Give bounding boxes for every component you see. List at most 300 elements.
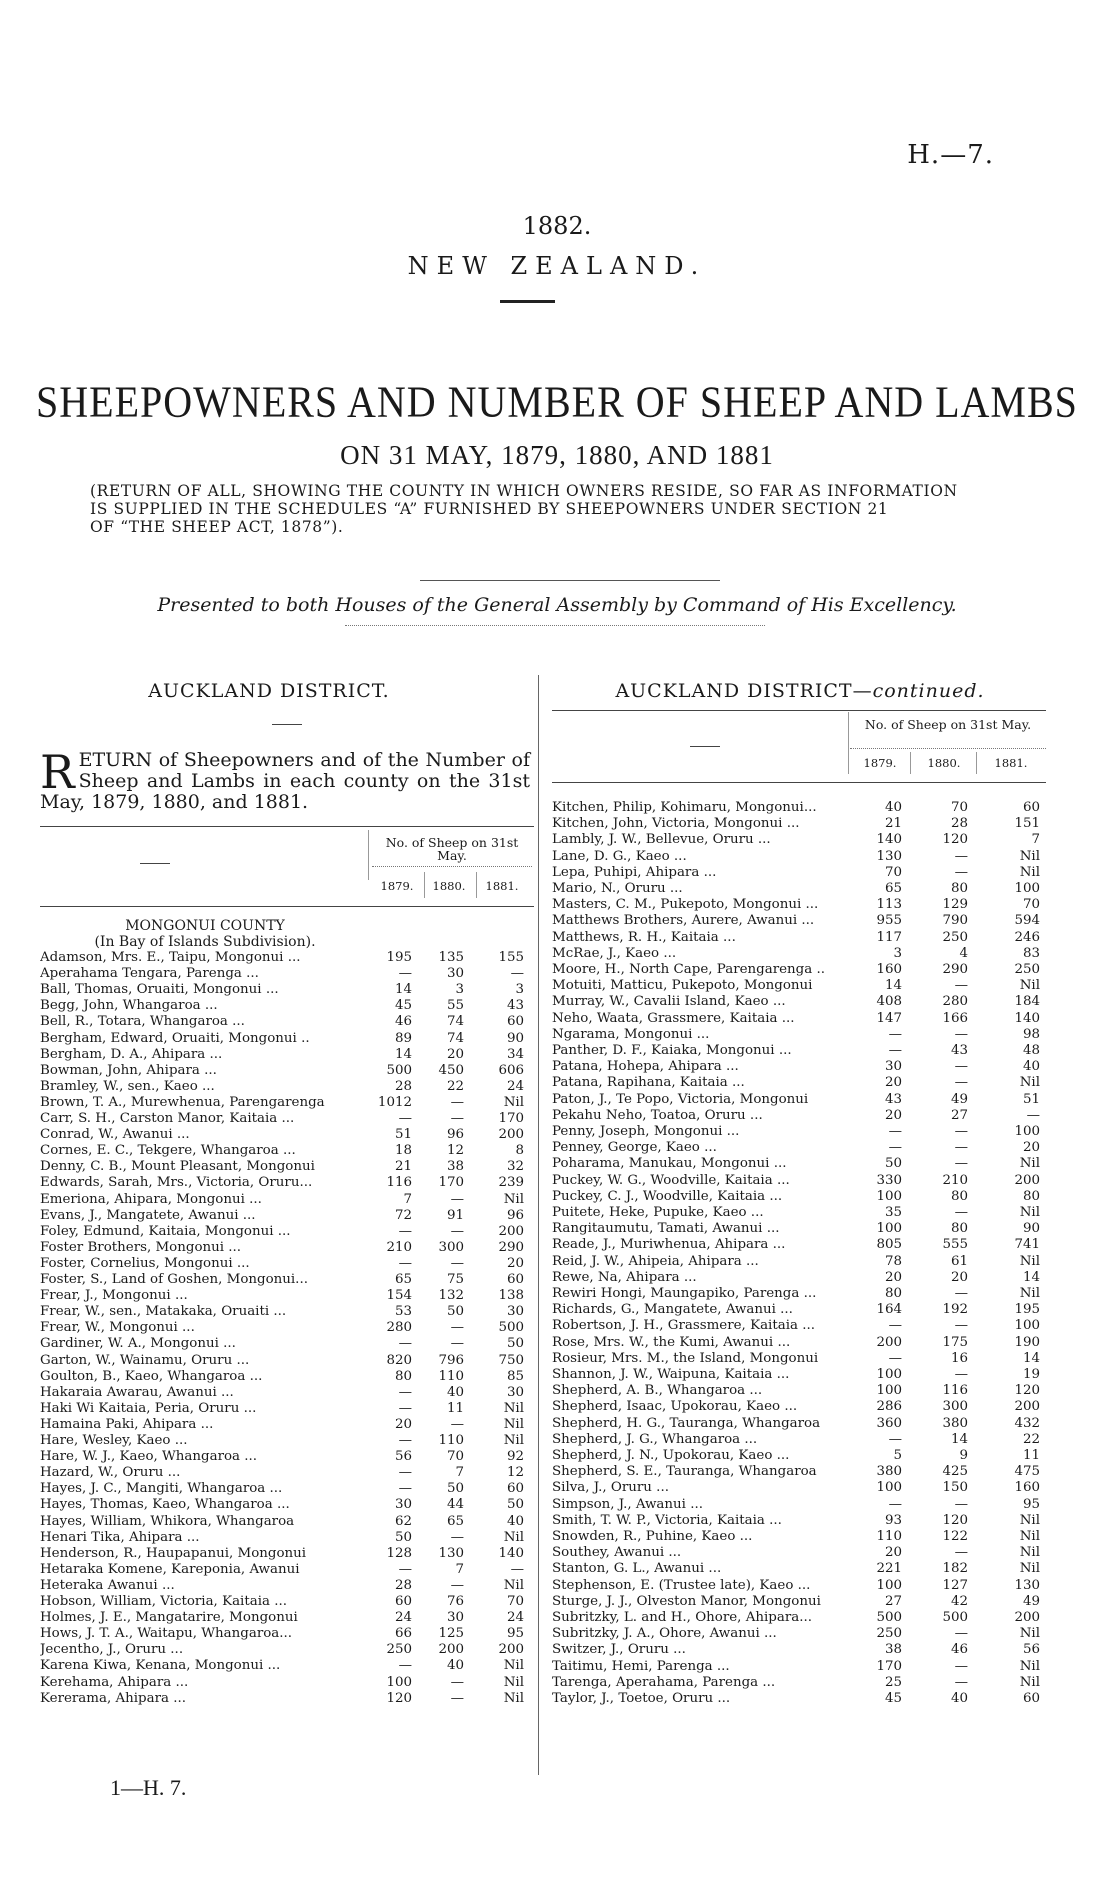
owner-name: Shepherd, A. B., Whangaroa ... (552, 1383, 763, 1399)
sheep-1879-cell: 72 (394, 1207, 412, 1223)
sheep-1879-cell: 20 (884, 1075, 902, 1091)
table-row (552, 865, 1046, 881)
sheep-1880-cell: — (450, 1674, 464, 1690)
owner-name: Taylor, J., Toetoe, Oruru ... (552, 1691, 731, 1706)
sheep-1879-cell: 93 (884, 1512, 902, 1528)
header-column-rule (848, 712, 849, 774)
sheep-1880-cell: 110 (438, 1368, 464, 1384)
table-row (40, 1610, 534, 1626)
sheep-1879-cell: — (888, 1026, 902, 1042)
sheep-1880-cell: 120 (942, 832, 968, 848)
sheep-1880-cell: — (450, 1690, 464, 1706)
sheep-1881-cell: 85 (506, 1368, 524, 1384)
sheep-1881-cell: 56 (1022, 1642, 1040, 1658)
owner-name: Puckey, W. G., Woodville, Kaitaia ... (552, 1172, 790, 1188)
table-row (40, 1353, 534, 1369)
sheep-1881-cell: Nil (1019, 1253, 1040, 1269)
owner-name: Paton, J., Te Popo, Victoria, Mongonui (552, 1091, 809, 1107)
sheep-1879-cell: 221 (876, 1561, 902, 1577)
owner-name: Begg, John, Whangaroa ... (40, 998, 218, 1014)
table-row (40, 1095, 534, 1111)
sheep-1879-cell: 147 (876, 1010, 902, 1026)
sheep-1881-cell: 83 (1022, 945, 1040, 961)
table-row (552, 1270, 1046, 1286)
table-row (40, 1642, 534, 1658)
sheep-1881-cell: 95 (506, 1626, 524, 1642)
sheep-1880-cell: 65 (446, 1513, 464, 1529)
return-description-line: OF “THE SHEEP ACT, 1878”). (90, 518, 344, 536)
table-row (40, 1449, 534, 1465)
sheep-1881-cell: 95 (1022, 1496, 1040, 1512)
owner-name: Smith, T. W. P., Victoria, Kaitaia ... (552, 1512, 782, 1528)
owner-name: Matthews Brothers, Aurere, Awanui ... (552, 913, 815, 929)
owner-name: Garton, W., Wainamu, Oruru ... (40, 1352, 250, 1368)
left-year-1879: 1879. (380, 879, 414, 893)
sheep-1881-cell: 138 (498, 1288, 524, 1304)
table-row (552, 1237, 1046, 1253)
table-row (552, 1108, 1046, 1124)
owner-name: Hazard, W., Oruru ... (40, 1465, 181, 1481)
sheep-1879-cell: — (398, 966, 412, 982)
table-row (552, 1302, 1046, 1318)
sheep-1880-cell: — (450, 1320, 464, 1336)
table-row (40, 982, 534, 998)
sheep-1879-cell: 27 (884, 1593, 902, 1609)
owner-name: Richards, G., Mangatete, Awanui ... (552, 1302, 793, 1318)
owner-name: Puitete, Heke, Pupuke, Kaeo ... (552, 1205, 764, 1220)
sheep-1880-cell: — (954, 1075, 968, 1091)
table-row (40, 1497, 534, 1513)
owner-name: Foster, S., Land of Goshen, Mongonui... (40, 1272, 308, 1287)
table-row (40, 1320, 534, 1336)
table-row (40, 1272, 534, 1288)
owner-name: Subritzky, L. and H., Ohore, Ahipara... (552, 1610, 812, 1625)
sheep-1879-cell: — (888, 1431, 902, 1447)
sheep-1881-cell: 50 (506, 1336, 524, 1352)
sheep-1880-cell: 27 (950, 1107, 968, 1123)
table-row (40, 1658, 534, 1674)
table-row (40, 1159, 534, 1175)
sheep-1880-cell: 130 (438, 1545, 464, 1561)
sheep-1881-cell: 51 (1022, 1091, 1040, 1107)
sheep-1881-cell: 12 (506, 1465, 524, 1481)
sheep-1881-cell: 140 (1014, 1010, 1040, 1026)
sheep-1879-cell: — (398, 1400, 412, 1416)
table-row (40, 1288, 534, 1304)
table-row (40, 1433, 534, 1449)
owner-name: Haki Wi Kaitaia, Peria, Oruru ... (40, 1400, 257, 1416)
table-row (40, 1014, 534, 1030)
table-row (552, 1140, 1046, 1156)
sheep-1881-cell: 155 (498, 950, 524, 965)
sheep-1879-cell: 805 (876, 1237, 902, 1253)
sheep-1881-cell: 60 (506, 1014, 524, 1030)
presented-line: Presented to both Houses of the General Assembly by Command of His Excellency. (157, 594, 957, 616)
sheep-1880-cell: — (450, 1191, 464, 1207)
heading-divider (500, 300, 555, 303)
divider-rule (345, 625, 765, 626)
sheep-1879-cell: 45 (394, 998, 412, 1014)
sheep-1880-cell: 22 (446, 1078, 464, 1094)
sheep-1880-cell: 28 (950, 816, 968, 832)
table-row (40, 1481, 534, 1497)
owner-name: Hayes, Thomas, Kaeo, Whangaroa ... (40, 1497, 290, 1513)
table-row (552, 1464, 1046, 1480)
owner-name: Puckey, C. J., Woodville, Kaitaia ... (552, 1188, 783, 1204)
table-row (40, 1143, 534, 1159)
sheep-1879-cell: 14 (394, 982, 412, 998)
sheep-1881-cell: 500 (498, 1320, 524, 1336)
sheep-1880-cell: — (954, 1124, 968, 1139)
table-row (40, 1031, 534, 1047)
sheep-1880-cell: 46 (950, 1642, 968, 1658)
owner-name: Mario, N., Oruru ... (552, 881, 683, 896)
owner-name: Bergham, D. A., Ahipara ... (40, 1046, 223, 1062)
right-district-label: AUCKLAND DISTRICT— (615, 680, 873, 702)
owner-name: Panther, D. F., Kaiaka, Mongonui ... (552, 1043, 792, 1058)
document-reference: H.—7. (907, 140, 994, 170)
owner-name: Denny, C. B., Mount Pleasant, Mongonui (40, 1159, 315, 1175)
table-row (40, 1111, 534, 1127)
sheep-1879-cell: 100 (876, 1188, 902, 1204)
owner-name: Patana, Hohepa, Ahipara ... (552, 1059, 739, 1075)
table-header-rule (40, 906, 534, 907)
sheep-1881-cell: 90 (506, 1030, 524, 1046)
owner-name: Penney, George, Kaeo ... (552, 1140, 717, 1156)
table-row (552, 1351, 1046, 1367)
owner-name: Frear, W., Mongonui ... (40, 1320, 195, 1336)
table-row (552, 1610, 1046, 1626)
owner-name: Hayes, William, Whikora, Whangaroa (40, 1513, 295, 1529)
table-row (40, 950, 534, 966)
sheep-1880-cell: — (954, 1205, 968, 1220)
owner-name: Masters, C. M., Pukepoto, Mongonui ... (552, 897, 819, 913)
return-description-line: IS SUPPLIED IN THE SCHEDULES “A” FURNISHED BY SHEEPOWNERS UNDER SECTION 21 (90, 500, 889, 518)
sheep-1880-cell: 42 (950, 1593, 968, 1609)
sheep-1881-cell: 475 (1014, 1464, 1040, 1480)
table-row (552, 1691, 1046, 1707)
sheep-1881-cell: 151 (1014, 816, 1040, 832)
sheep-1881-cell: Nil (1019, 1512, 1040, 1528)
sheep-1881-cell: 100 (1014, 1124, 1040, 1139)
sheep-1881-cell: Nil (503, 1416, 524, 1432)
sheep-1880-cell: — (954, 1674, 968, 1690)
sheep-1879-cell: 250 (876, 1626, 902, 1642)
sheep-1879-cell: 116 (386, 1175, 412, 1191)
table-row (40, 1256, 534, 1272)
table-row (552, 1448, 1046, 1464)
header-divider (372, 866, 532, 867)
table-row (40, 1208, 534, 1224)
left-dash (272, 724, 302, 725)
owner-name: Bell, R., Totara, Whangaroa ... (40, 1014, 245, 1030)
sheep-1880-cell: 175 (942, 1334, 968, 1350)
sheep-1879-cell: 110 (876, 1529, 902, 1544)
sheep-1880-cell: 80 (950, 881, 968, 896)
sheep-1881-cell: 24 (506, 1078, 524, 1094)
table-row (552, 1561, 1046, 1577)
sheep-1881-cell: 43 (506, 998, 524, 1014)
table-row (552, 1221, 1046, 1237)
sheep-1880-cell: 44 (446, 1497, 464, 1513)
sheep-1879-cell: 21 (394, 1159, 412, 1175)
sheep-1879-cell: 65 (884, 881, 902, 896)
sheep-1879-cell: — (888, 1140, 902, 1156)
sheep-1879-cell: 40 (884, 800, 902, 815)
table-row (40, 1063, 534, 1079)
owner-name: Hobson, William, Victoria, Kaitaia ... (40, 1594, 288, 1609)
sheep-1881-cell: Nil (503, 1658, 524, 1674)
right-year-1880: 1880. (927, 756, 961, 770)
page-subtitle: ON 31 MAY, 1879, 1880, AND 1881 (340, 440, 774, 470)
sheep-1881-cell: 184 (1014, 994, 1040, 1010)
sheep-1880-cell: 30 (446, 966, 464, 982)
table-row (552, 1027, 1046, 1043)
owner-name: Shepherd, J. G., Whangaroa ... (552, 1431, 758, 1447)
table-row (552, 1335, 1046, 1351)
owner-name: Reade, J., Muriwhenua, Ahipara ... (552, 1237, 786, 1253)
sheep-1881-cell: 40 (506, 1513, 524, 1529)
sheep-1880-cell: 70 (446, 1449, 464, 1465)
left-district-title: AUCKLAND DISTRICT. (148, 680, 390, 702)
table-row (552, 1545, 1046, 1561)
sheep-1879-cell: 24 (394, 1610, 412, 1626)
sheep-1879-cell: 35 (884, 1205, 902, 1220)
owner-name: Kitchen, Philip, Kohimaru, Mongonui... (552, 800, 817, 815)
sheep-1881-cell: 432 (1014, 1415, 1040, 1431)
owner-name: Simpson, J., Awanui ... (552, 1496, 703, 1512)
sheep-1880-cell: 43 (950, 1043, 968, 1058)
table-row (40, 1192, 534, 1208)
sheep-1881-cell: 195 (1014, 1302, 1040, 1318)
owner-name: Shannon, J. W., Waipuna, Kaitaia ... (552, 1367, 790, 1382)
sheep-1879-cell: 280 (386, 1320, 412, 1336)
sheep-1881-cell: 96 (506, 1207, 524, 1223)
sheep-1879-cell: 20 (394, 1416, 412, 1432)
left-table-dash (140, 863, 170, 864)
country-heading: NEW ZEALAND. (407, 252, 707, 280)
sheep-1879-cell: 46 (394, 1014, 412, 1030)
sheep-1880-cell: 55 (446, 998, 464, 1014)
owner-name: Kererama, Ahipara ... (40, 1690, 187, 1706)
owner-name: Matthews, R. H., Kaitaia ... (552, 929, 736, 945)
sheep-1880-cell: — (954, 1626, 968, 1642)
table-row (552, 1059, 1046, 1075)
sheep-1880-cell: 7 (455, 1465, 464, 1481)
table-top-rule (40, 826, 534, 827)
sheep-1880-cell: — (954, 1156, 968, 1172)
sheep-1879-cell: — (398, 1433, 412, 1448)
sheep-1879-cell: 100 (876, 1383, 902, 1399)
sheep-1879-cell: 250 (386, 1642, 412, 1658)
sheep-1880-cell: 110 (438, 1433, 464, 1448)
sheep-1880-cell: — (954, 1545, 968, 1561)
sheep-1881-cell: 80 (1022, 1188, 1040, 1204)
table-row (40, 1417, 534, 1433)
sheep-1880-cell: 125 (438, 1626, 464, 1642)
owner-name: Penny, Joseph, Mongonui ... (552, 1124, 740, 1139)
sheep-1880-cell: 166 (942, 1010, 968, 1026)
sheep-1881-cell: 14 (1022, 1350, 1040, 1366)
sheep-1881-cell: Nil (503, 1433, 524, 1448)
owner-name: Poharama, Manukau, Mongonui ... (552, 1156, 787, 1172)
sheep-1880-cell: 80 (950, 1221, 968, 1237)
sheep-1879-cell: 89 (394, 1030, 412, 1046)
sheep-1881-cell: 130 (1014, 1577, 1040, 1593)
table-row (40, 1675, 534, 1691)
sheep-1880-cell: 450 (438, 1062, 464, 1078)
owner-name: Bramley, W., sen., Kaeo ... (40, 1078, 215, 1094)
owner-name: Patana, Rapihana, Kaitaia ... (552, 1075, 745, 1091)
sheep-1879-cell: — (398, 1658, 412, 1674)
sheep-1881-cell: Nil (503, 1191, 524, 1207)
table-row (552, 849, 1046, 865)
owner-name: Shepherd, J. N., Upokorau, Kaeo ... (552, 1448, 790, 1463)
sheep-1881-cell: 22 (1022, 1431, 1040, 1447)
sheep-1879-cell: — (888, 1043, 902, 1058)
owner-name: Switzer, J., Oruru ... (552, 1642, 686, 1658)
sheep-1880-cell: — (450, 1529, 464, 1545)
sheep-1879-cell: — (398, 1255, 412, 1271)
sheep-1879-cell: — (398, 1223, 412, 1239)
sheep-1880-cell: — (450, 1255, 464, 1271)
sheep-1879-cell: 100 (876, 1221, 902, 1237)
sheep-1880-cell: 192 (942, 1302, 968, 1318)
sheep-1881-cell: 32 (506, 1159, 524, 1175)
sheep-1879-cell: 170 (876, 1658, 902, 1674)
sheep-1881-cell: 100 (1014, 881, 1040, 896)
sheep-1879-cell: 30 (884, 1059, 902, 1075)
table-row (552, 962, 1046, 978)
owner-name: Silva, J., Oruru ... (552, 1480, 669, 1496)
table-row (40, 1175, 534, 1191)
sheep-1881-cell: 250 (1014, 962, 1040, 977)
sheep-1880-cell: — (954, 848, 968, 864)
table-row (552, 1659, 1046, 1675)
owner-name: Frear, J., Mongonui ... (40, 1288, 188, 1304)
sheep-1881-cell: 200 (1014, 1399, 1040, 1415)
sheep-1880-cell: 91 (446, 1207, 464, 1223)
table-row (552, 1189, 1046, 1205)
sheep-1881-cell: Nil (1019, 1658, 1040, 1674)
sheep-1879-cell: 117 (876, 929, 902, 945)
sheep-1881-cell: 60 (1022, 800, 1040, 815)
sheep-1880-cell: 50 (446, 1304, 464, 1320)
sheep-1881-cell: 20 (506, 1255, 524, 1271)
sheep-1879-cell: 14 (884, 978, 902, 994)
column-divider (538, 675, 539, 1775)
table-row (40, 1127, 534, 1143)
sheep-1881-cell: Nil (1019, 1156, 1040, 1172)
sheep-1880-cell: 132 (438, 1288, 464, 1304)
sheep-1881-cell: 20 (1022, 1140, 1040, 1156)
sheep-1880-cell: 7 (455, 1561, 464, 1577)
left-table-body (40, 950, 534, 1730)
sheep-1879-cell: 160 (876, 962, 902, 977)
table-row (552, 800, 1046, 816)
table-row (40, 1385, 534, 1401)
sheep-1880-cell: 9 (959, 1448, 968, 1463)
sheep-1879-cell: 66 (394, 1626, 412, 1642)
right-table-dash (690, 746, 720, 747)
owner-name: Emeriona, Ahipara, Mongonui ... (40, 1191, 262, 1207)
table-row (552, 1416, 1046, 1432)
table-row (40, 1047, 534, 1063)
sheep-1879-cell: 154 (386, 1288, 412, 1304)
sheep-1880-cell: — (954, 1286, 968, 1301)
page-signature: 1—H. 7. (110, 1775, 187, 1800)
sheep-1881-cell: 98 (1022, 1026, 1040, 1042)
table-row (552, 1173, 1046, 1189)
header-column-rule (976, 752, 977, 774)
owner-name: Tarenga, Aperahama, Parenga ... (552, 1674, 776, 1690)
table-row (552, 978, 1046, 994)
table-row (552, 1124, 1046, 1140)
sheep-1880-cell: 3 (455, 982, 464, 998)
table-row (552, 1156, 1046, 1172)
owner-name: Shepherd, Isaac, Upokorau, Kaeo ... (552, 1399, 798, 1415)
sheep-1881-cell: 14 (1022, 1269, 1040, 1285)
sheep-1879-cell: 100 (386, 1674, 412, 1690)
sheep-1880-cell: 61 (950, 1253, 968, 1269)
return-intro (40, 745, 530, 813)
sheep-1880-cell: — (954, 1140, 968, 1156)
sheep-1881-cell: 49 (1022, 1593, 1040, 1609)
table-row (40, 1578, 534, 1594)
sheep-1879-cell: 380 (876, 1464, 902, 1480)
left-year-1880: 1880. (432, 879, 466, 893)
sheep-1880-cell: 555 (942, 1237, 968, 1253)
sheep-1879-cell: 20 (884, 1545, 902, 1561)
owner-name: Edwards, Sarah, Mrs., Victoria, Oruru... (40, 1175, 313, 1191)
sheep-1879-cell: 14 (394, 1046, 412, 1062)
header-column-rule (910, 752, 911, 774)
sheep-1880-cell: 70 (950, 800, 968, 815)
sheep-1880-cell: 127 (942, 1577, 968, 1593)
sheep-1881-cell: Nil (1019, 1205, 1040, 1220)
owner-name: Hakaraia Awarau, Awanui ... (40, 1384, 234, 1400)
sheep-1881-cell: Nil (503, 1094, 524, 1110)
sheep-1881-cell: Nil (1019, 1075, 1040, 1091)
sheep-1881-cell: 750 (498, 1352, 524, 1368)
sheep-1880-cell: 75 (446, 1272, 464, 1287)
sheep-1879-cell: 5 (893, 1448, 902, 1463)
sheep-1881-cell: 30 (506, 1304, 524, 1320)
sheep-1879-cell: 1012 (377, 1094, 412, 1110)
sheep-1879-cell: 28 (394, 1577, 412, 1593)
owner-name: Rewiri Hongi, Maungapiko, Parenga ... (552, 1286, 817, 1301)
owner-name: Evans, J., Mangatete, Awanui ... (40, 1207, 256, 1223)
sheep-1880-cell: 290 (942, 962, 968, 977)
owner-name: Henari Tika, Ahipara ... (40, 1529, 200, 1545)
owner-name: Reid, J. W., Ahipeia, Ahipara ... (552, 1253, 759, 1269)
table-row (40, 966, 534, 982)
sheep-1880-cell: 30 (446, 1610, 464, 1626)
sheep-1881-cell: Nil (1019, 1561, 1040, 1577)
sheep-1879-cell: 7 (403, 1191, 412, 1207)
sheep-1881-cell: 34 (506, 1046, 524, 1062)
sheep-1881-cell: Nil (1019, 1529, 1040, 1544)
sheep-1881-cell: Nil (503, 1529, 524, 1545)
sheep-1879-cell: 18 (394, 1143, 412, 1159)
sheep-1880-cell: 49 (950, 1091, 968, 1107)
sheep-1879-cell: 38 (884, 1642, 902, 1658)
sheep-1880-cell: 116 (942, 1383, 968, 1399)
owner-name: Adamson, Mrs. E., Taipu, Mongonui ... (40, 950, 301, 965)
owner-name: Robertson, J. H., Grassmere, Kaitaia ... (552, 1318, 815, 1334)
sheep-1881-cell: 11 (1022, 1448, 1040, 1463)
sheep-1879-cell: 65 (394, 1272, 412, 1287)
